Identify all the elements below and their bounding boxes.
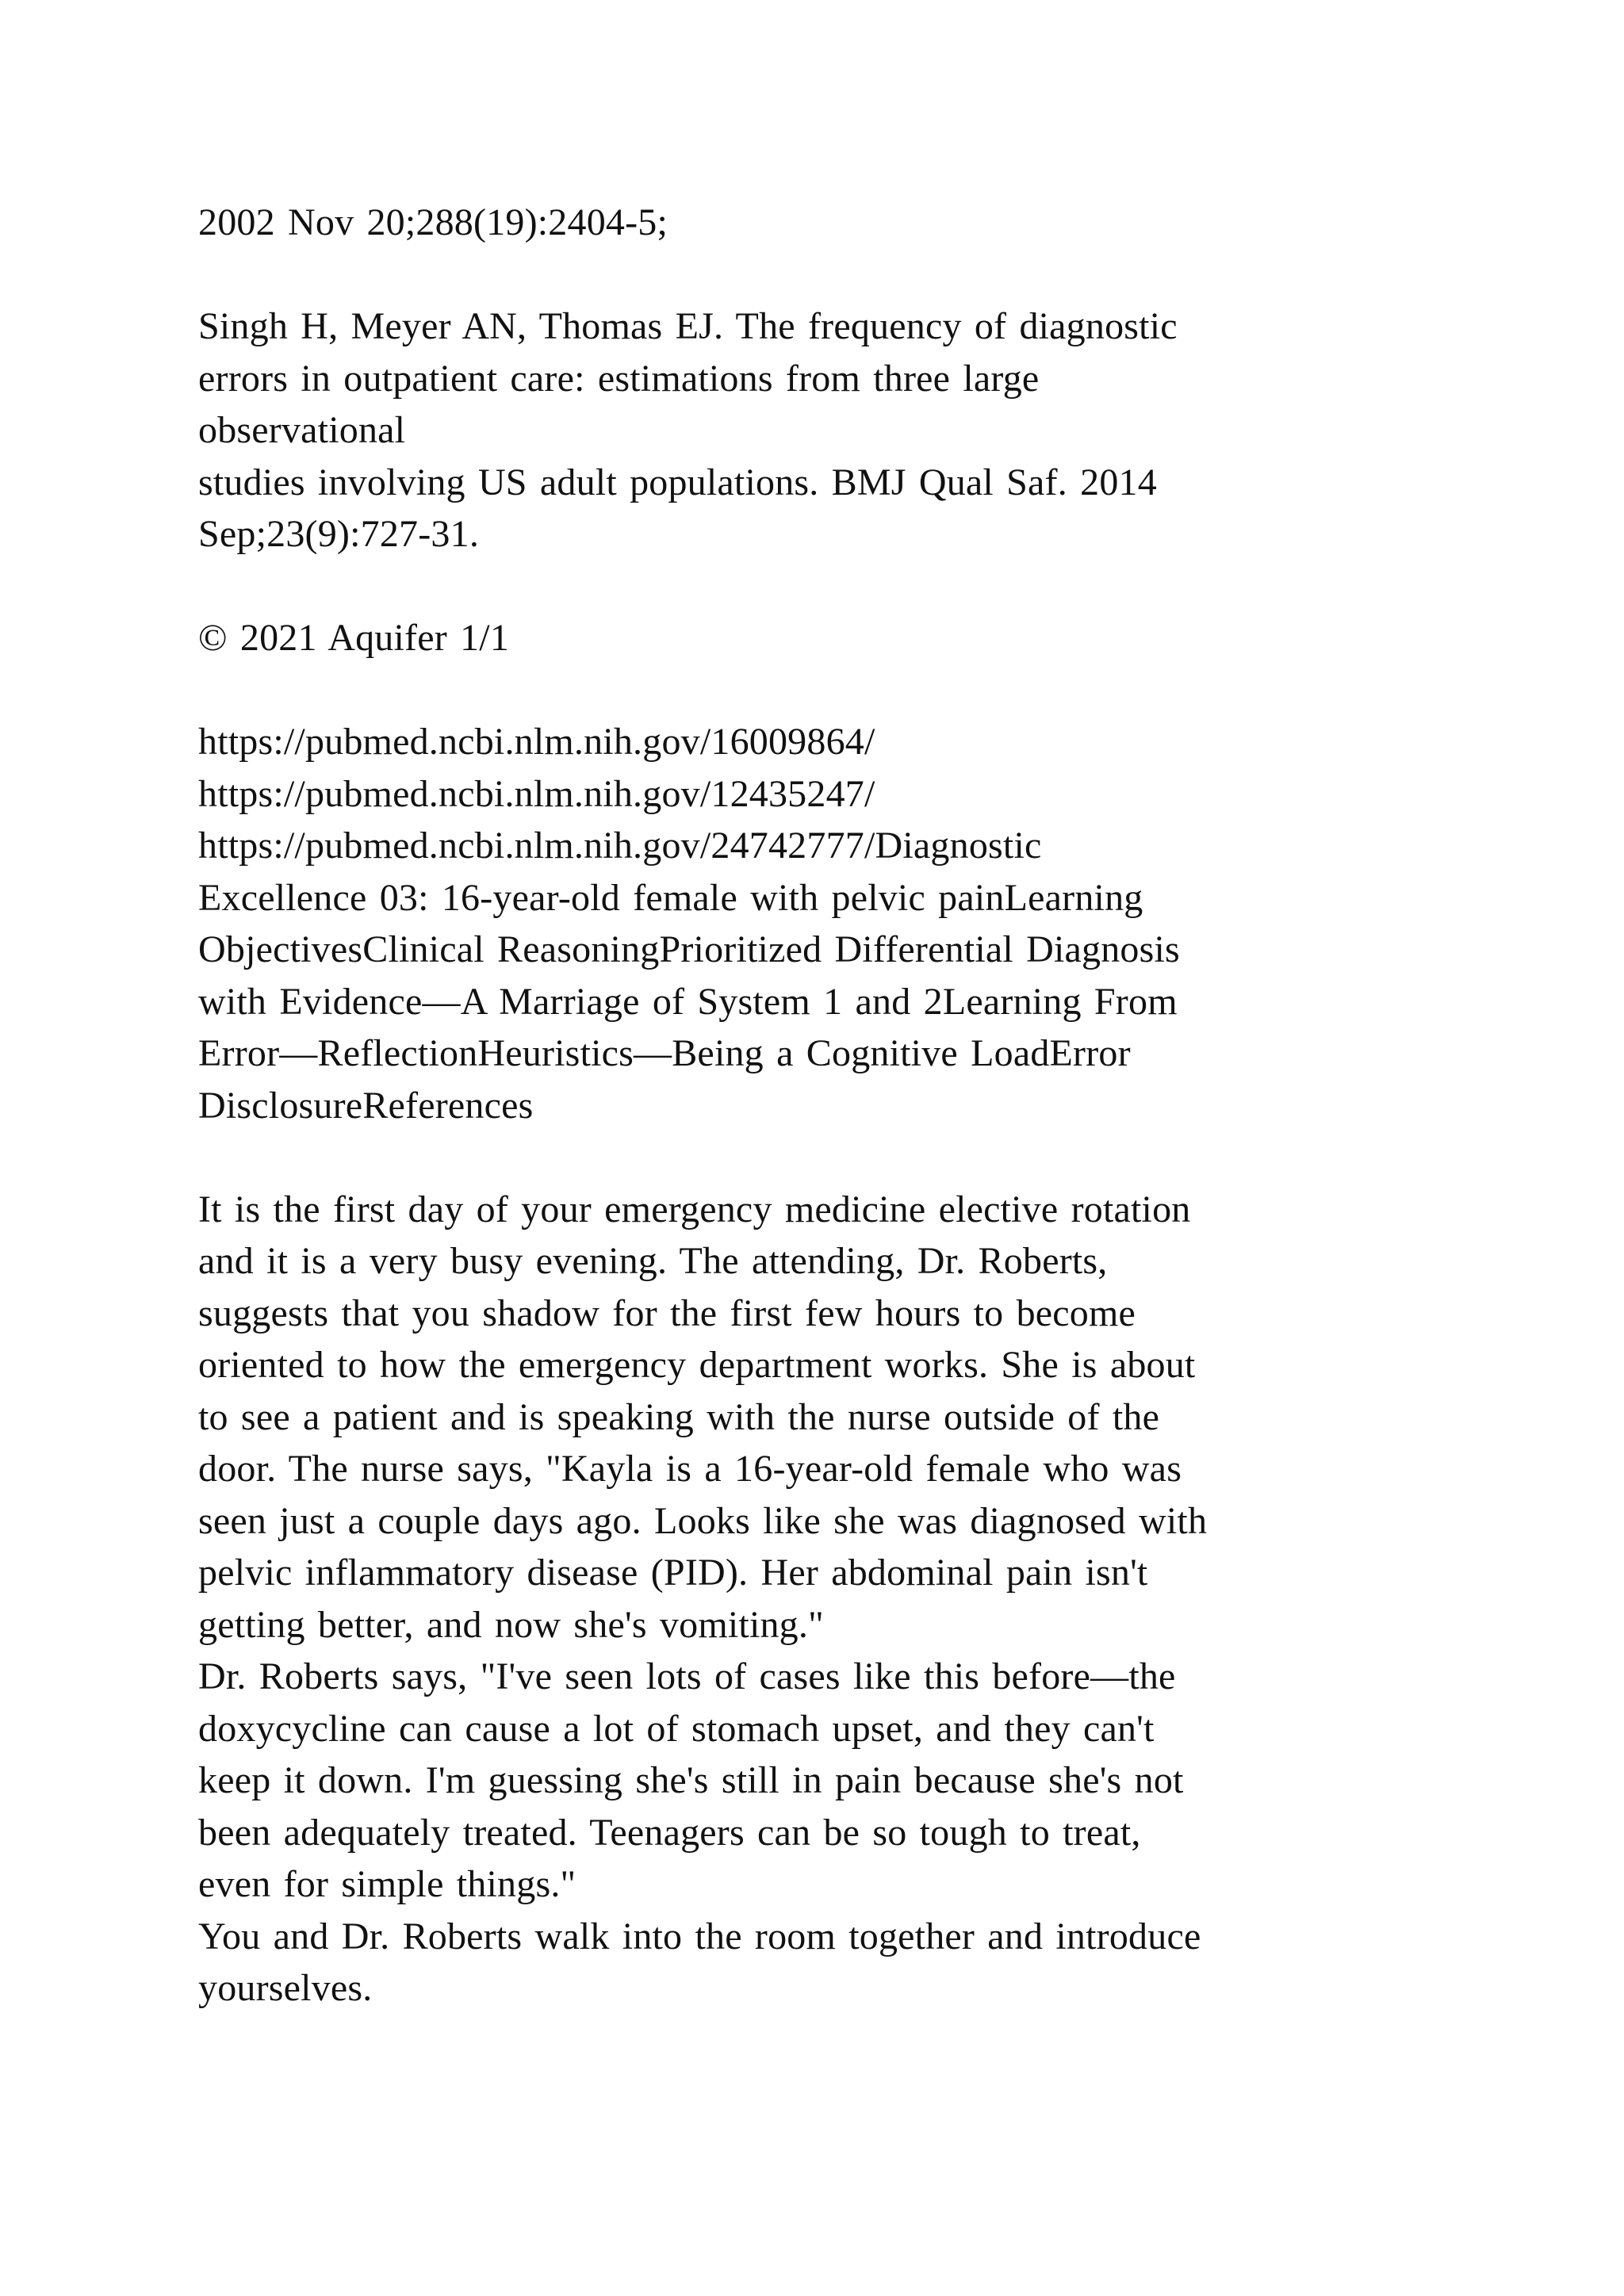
text-line: Dr. Roberts says, "I've seen lots of cases like this before—the (198, 1655, 1176, 1697)
text-line: studies involving US adult populations. BMJ Qual Saf. 2014 (198, 461, 1157, 503)
text-line: ObjectivesClinical ReasoningPrioritized Differential Diagnosis (198, 928, 1180, 970)
copyright-notice (198, 612, 1435, 664)
text-line: DisclosureReferences (198, 1084, 534, 1127)
citation-continuation (198, 197, 1435, 249)
document-content (198, 197, 1435, 2066)
text-line: Excellence 03: 16-year-old female with pelvic painLearning (198, 876, 1143, 919)
text-line: It is the first day of your emergency medicine elective rotation (198, 1188, 1191, 1230)
text-line: been adequately treated. Teenagers can be so tough to treat, (198, 1811, 1141, 1854)
text-line: oriented to how the emergency department works. She is about (198, 1344, 1196, 1386)
pubmed-link: https://pubmed.ncbi.nlm.nih.gov/24742777/Diagnostic (198, 825, 1042, 867)
text-line: 2002 Nov 20;288(19):2404-5; (198, 201, 668, 243)
text-line: getting better, and now she's vomiting." (198, 1603, 824, 1646)
text-line: Error—ReflectionHeuristics—Being a Cognitive LoadError (198, 1032, 1131, 1074)
text-line: © 2021 Aquifer 1/1 (198, 617, 510, 659)
citation-singh (198, 300, 1435, 561)
text-line: seen just a couple days ago. Looks like she was diagnosed with (198, 1499, 1208, 1542)
reference-links-and-title (198, 716, 1435, 1131)
pubmed-link: https://pubmed.ncbi.nlm.nih.gov/16009864/ (198, 721, 875, 763)
case-narrative (198, 1184, 1435, 2015)
text-line: errors in outpatient care: estimations from three large (198, 357, 1040, 400)
text-line: You and Dr. Roberts walk into the room together and introduce (198, 1915, 1201, 1957)
text-line: door. The nurse says, "Kayla is a 16-year-old female who was (198, 1448, 1182, 1490)
text-line: Singh H, Meyer AN, Thomas EJ. The frequency of diagnostic (198, 305, 1178, 347)
text-line: doxycycline can cause a lot of stomach upset, and they can't (198, 1707, 1155, 1750)
text-line: and it is a very busy evening. The attending, Dr. Roberts, (198, 1240, 1108, 1282)
text-line: pelvic inflammatory disease (PID). Her abdominal pain isn't (198, 1552, 1148, 1594)
pubmed-link: https://pubmed.ncbi.nlm.nih.gov/12435247/ (198, 772, 875, 815)
text-line: Sep;23(9):727-31. (198, 513, 480, 555)
text-line: suggests that you shadow for the first few hours to become (198, 1292, 1136, 1334)
text-line: with Evidence—A Marriage of System 1 and 2Learning From (198, 980, 1178, 1023)
text-line: to see a patient and is speaking with the nurse outside of the (198, 1395, 1160, 1438)
text-line: keep it down. I'm guessing she's still in pain because she's not (198, 1759, 1184, 1801)
text-line: yourselves. (198, 1967, 373, 2009)
text-line: even for simple things." (198, 1863, 576, 1905)
text-line: observational (198, 409, 406, 451)
